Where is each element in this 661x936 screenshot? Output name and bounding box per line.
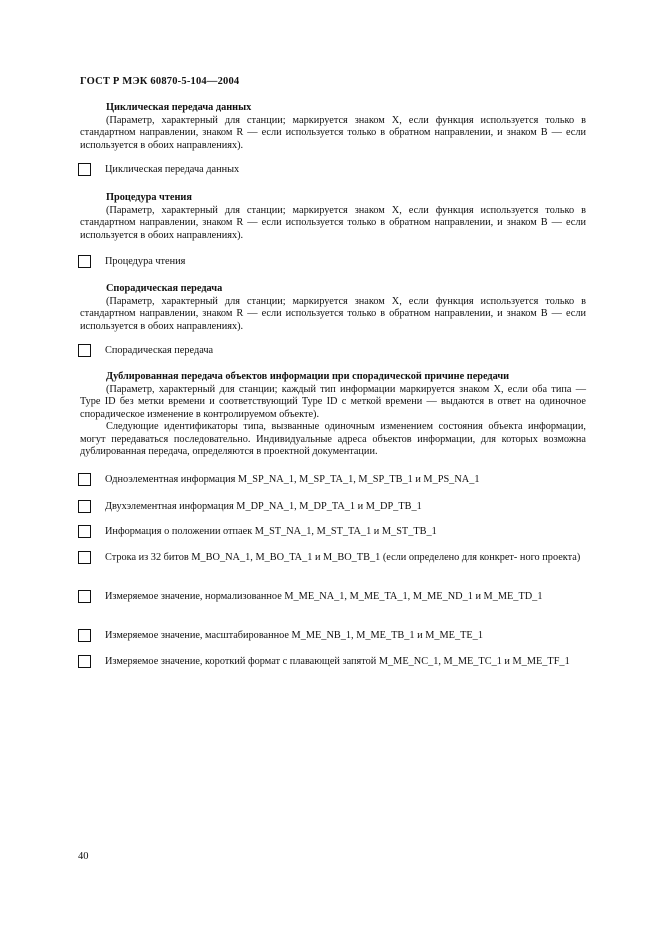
checkbox[interactable] bbox=[78, 551, 91, 564]
section-text: (Параметр, характерный для станции; каждый тип информации маркируется знаком X, если оба типа — Type ID без метки времени и соответствующий Type ID с меткой времени — выдаются в ответ на одиночное спорадическое изменение в контролируемом объекте). bbox=[80, 383, 586, 420]
checkbox[interactable] bbox=[78, 655, 91, 668]
option-sporadic[interactable] bbox=[78, 345, 588, 358]
option-label: Циклическая передача данных bbox=[105, 164, 240, 175]
option-cyclic[interactable] bbox=[78, 164, 588, 177]
option-double-point[interactable] bbox=[78, 501, 588, 514]
option-read[interactable] bbox=[78, 256, 588, 269]
option-label: Одноэлементная информация M_SP_NA_1, M_SP_TA_1, M_SP_TB_1 и M_PS_NA_1 bbox=[105, 474, 480, 485]
option-label: Двухэлементная информация M_DP_NA_1, M_DP_TA_1 и M_DP_TB_1 bbox=[105, 501, 422, 512]
checkbox[interactable] bbox=[78, 590, 91, 603]
section-text: (Параметр, характерный для станции; маркируется знаком X, если функция используется только в стандартном направлении, знаком R — если используется только в обратном направлении, и знаком B — если используется в обоих направлениях). bbox=[80, 114, 586, 151]
option-label: Измеряемое значение, нормализованное M_ME_NA_1, M_ME_TA_1, M_ME_ND_1 и M_ME_TD_1 bbox=[105, 591, 543, 602]
option-label: Строка из 32 битов M_BO_NA_1, M_BO_TA_1 и M_BO_TB_1 (если определено для конкрет- ного проекта) bbox=[105, 552, 581, 563]
section-heading: Процедура чтения bbox=[106, 192, 192, 203]
section-heading: Спорадическая передача bbox=[106, 283, 223, 294]
option-label: Измеряемое значение, короткий формат с плавающей запятой M_ME_NC_1, M_ME_TC_1 и M_ME_TF_1 bbox=[105, 656, 570, 667]
section-heading: Циклическая передача данных bbox=[106, 102, 252, 113]
section-read bbox=[80, 192, 586, 242]
section-text: (Параметр, характерный для станции; маркируется знаком X, если функция используется только в стандартном направлении, знаком R — если используется только в обратном направлении, и знаком B — если используется в обоих направлениях). bbox=[80, 204, 586, 241]
document-header: ГОСТ Р МЭК 60870-5-104—2004 bbox=[80, 76, 240, 87]
checkbox[interactable] bbox=[78, 629, 91, 642]
section-heading: Дублированная передача объектов информации при спорадической причине передачи bbox=[106, 371, 510, 382]
option-label: Измеряемое значение, масштабированное M_ME_NB_1, M_ME_TB_1 и M_ME_TE_1 bbox=[105, 630, 483, 641]
option-measured-float[interactable] bbox=[78, 656, 588, 669]
option-single-point[interactable] bbox=[78, 474, 588, 487]
section-sporadic bbox=[80, 283, 586, 333]
checkbox[interactable] bbox=[78, 500, 91, 513]
section-cyclic bbox=[80, 102, 586, 152]
option-label: Спорадическая передача bbox=[105, 345, 214, 356]
checkbox[interactable] bbox=[78, 255, 91, 268]
option-bitstring[interactable] bbox=[78, 552, 588, 565]
checkbox[interactable] bbox=[78, 163, 91, 176]
checkbox[interactable] bbox=[78, 473, 91, 486]
option-label: Процедура чтения bbox=[105, 256, 186, 267]
page-number: 40 bbox=[78, 851, 89, 862]
option-measured-scaled[interactable] bbox=[78, 630, 588, 643]
checkbox[interactable] bbox=[78, 525, 91, 538]
section-text: Следующие идентификаторы типа, вызванные одиночным изменением состояния объекта информации, могут передаваться последовательно. Индивидуальные адреса объектов информации, для которых возможна дублированная передача, определяются в проектной документации. bbox=[80, 421, 586, 457]
checkbox[interactable] bbox=[78, 344, 91, 357]
option-step-position[interactable] bbox=[78, 526, 588, 539]
option-measured-normalized[interactable] bbox=[78, 591, 588, 604]
section-text: (Параметр, характерный для станции; маркируется знаком X, если функция используется только в стандартном направлении, знаком R — если используется только в обратном направлении, и знаком B — если используется в обоих направлениях). bbox=[80, 295, 586, 332]
option-label: Информация о положении отпаек M_ST_NA_1, M_ST_TA_1 и M_ST_TB_1 bbox=[105, 526, 437, 537]
section-duplicate bbox=[80, 371, 586, 459]
